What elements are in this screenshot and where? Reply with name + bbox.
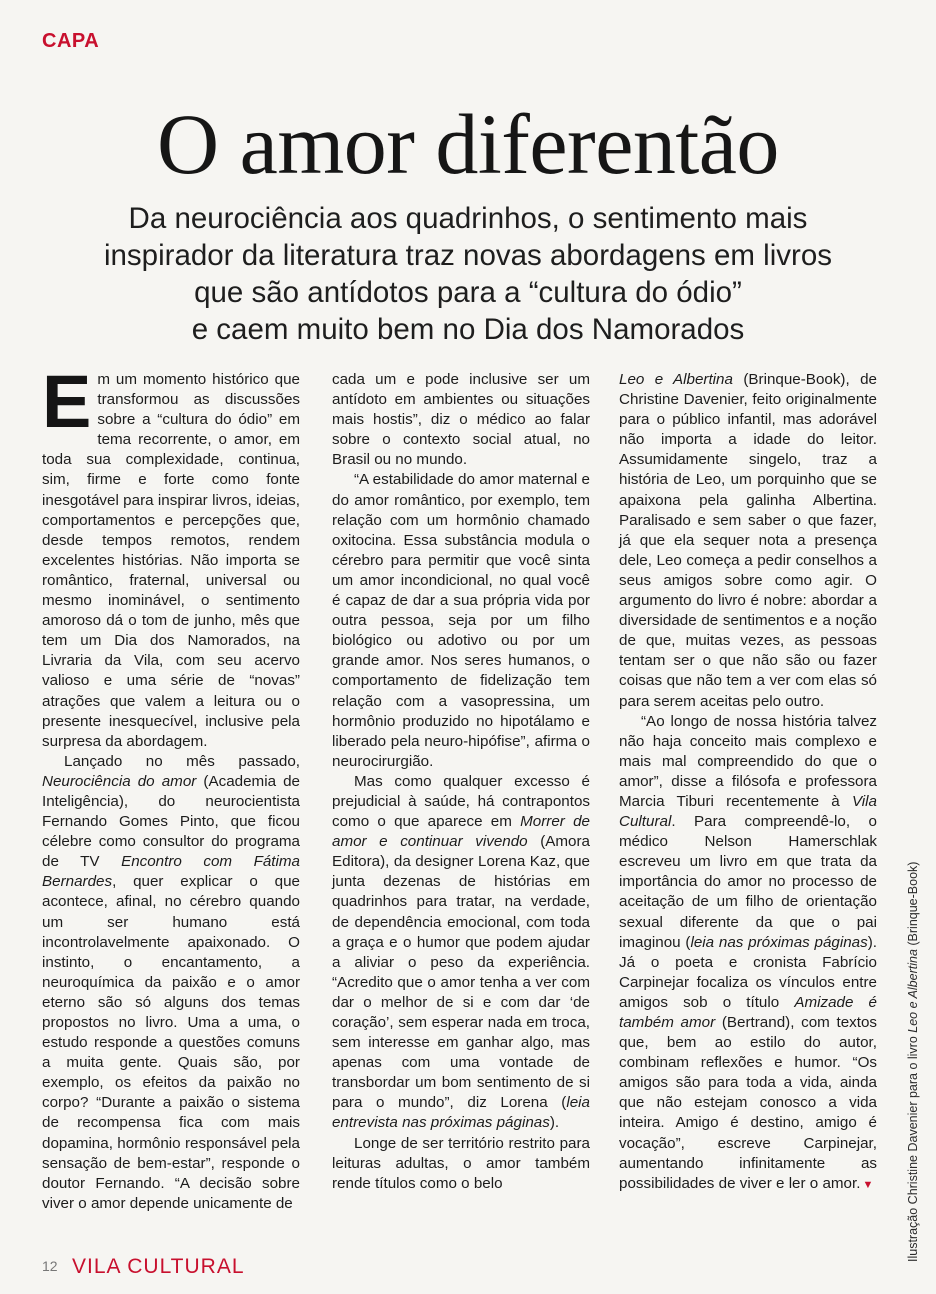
section-label: CAPA xyxy=(42,30,100,52)
paragraph: “A estabilidade do amor maternal e do amor romântico, por exemplo, tem relação com um hormônio chamado oxitocina. Essa substância modula o cérebro para permitir que você sinta um amor incondicional, no qual você é capaz de dar a sua própria vida por outra pessoa, seja por um filho biológico ou adotivo ou por um grande amor. Nos seres humanos, o comportamento de fidelização tem relação com a vasopressina, um hormônio produzido no hipotálamo e liberado pela neuro-hipófise”, afirma o neurocirurgião. xyxy=(332,471,590,770)
book-title: Morrer de amor e continuar vivendo xyxy=(332,813,590,851)
book-title: Amizade é também amor xyxy=(619,993,877,1031)
deck-line: que são antídotos para a “cultura do ódio” xyxy=(194,276,742,309)
tv-show-title: Encontro com Fátima Bernardes xyxy=(42,853,300,891)
magazine-name: VILA CULTURAL xyxy=(72,1255,245,1278)
illustration-credit: Ilustração Christine Davenier para o livro Leo e Albertina (Brinque-Book) xyxy=(906,861,920,1262)
article-column-3 xyxy=(619,370,877,1195)
paragraph: cada um e pode inclusive ser um antídoto em ambientes ou situações mais hostis”, diz o médico ao falar sobre o contexto social atual, no Brasil ou no mundo. xyxy=(332,371,590,469)
article-column-2 xyxy=(332,370,590,1194)
end-mark-icon: ▼ xyxy=(862,1178,874,1191)
page-number: 12 xyxy=(42,1258,58,1274)
page-footer xyxy=(42,1255,245,1279)
drop-cap: E xyxy=(42,360,92,443)
magazine-title: Vila Cultural xyxy=(619,792,877,831)
paragraph: Lançado no mês passado, Neurociência do amor (Academia de Inteligência), do neurocientista Fernando Gomes Pinto, que ficou célebre como consultor do programa de TV Encontro com Fátima Bernardes, quer explicar o que acontece, afinal, no cérebro quando um ser humano está incontrolavelmente apaixonado. O instinto, o encantamento, a neuroquímica da paixão e o amor eterno são só alguns dos temas propostos no livro. Uma a uma, o estudo responde a questões comuns a muita gente. Quais são, por exemplo, os efeitos da paixão no corpo? “Durante a paixão o sistema de recompensa fica com mais dopamina, hormônio responsável pela sensação de bem-estar”, responde o doutor Fernando. “A decisão sobre viver o amor depende unicamente de xyxy=(42,752,300,1212)
book-title: Neurociência do amor xyxy=(42,772,197,790)
deck-line: e caem muito bem no Dia dos Namorados xyxy=(191,313,745,346)
paragraph: Leo e Albertina (Brinque-Book), de Christine Davenier, feito originalmente para o público infantil, mas adorável não importa a idade do leitor. Assumidamente singelo, traz a história de Leo, um porquinho que se apaixona pela galinha Albertina. Paralisado e sem saber o que fazer, já que ela sequer nota a presença dele, Leo começa a pedir conselhos a seus amigos sobre como agir. O argumento do livro é nobre: abordar a diversidade de sentimentos e a noção de que, muitas vezes, as pessoas tentam ser o que não são ou fazer coisas que não tem a ver com elas só para serem aceitas pelo outro. xyxy=(619,371,877,710)
deck xyxy=(20,200,916,348)
deck-line: inspirador da literatura traz novas abordagens em livros xyxy=(103,239,833,272)
paragraph: Em um momento histórico que transformou as discussões sobre a “cultura do ódio” em tema recorrente, o amor, em toda sua complexidade, continua, sim, firme e forte como fonte inesgotável para inspirar livros, ideias, comportamentos e percepções que, desde tempos remotos, rendem excelentes histórias. Não importa se romântico, fraternal, universal ou mesmo inominável, o sentimento amoroso dá o tom de junho, mês que tem um Dia dos Namorados, na Livraria da Vila, com seu acervo valioso e uma série de “novas” atrações que valem a leitura ou o presente inesquecível, inclusive pela surpresa da abordagem. xyxy=(42,360,300,750)
cross-reference: leia nas próximas páginas xyxy=(690,933,868,951)
paragraph: “Ao longo de nossa história talvez não haja conceito mais complexo e mais mal compreendido do que o amor”, disse a filósofa e professora Marcia Tiburi recentemente à Vila Cultural. Para compreendê-lo, o médico Nelson Hamerschlak escreveu um livro em que trata da importância do amor no processo de aceitação de um filho de orientação sexual diferente da que o pai imaginou (leia nas próximas páginas). Já o poeta e cronista Fabrício Carpinejar focaliza os vínculos entre amigos sob o título Amizade é também amor (Bertrand), com textos que, bem ao estilo do autor, combinam reflexões e humor. “Os amigos são para toda a vida, ainda que não estejam conosco a vida inteira. Amigo é destino, amigo é vocação”, escreve Carpinejar, aumentando infinitamente as possibilidades de viver e ler o amor. ▼ xyxy=(619,712,877,1192)
paragraph: Longe de ser território restrito para leituras adultas, o amor também rende títulos como o belo xyxy=(332,1134,590,1192)
book-title: Leo e Albertina xyxy=(619,371,733,388)
paragraph: Mas como qualquer excesso é prejudicial à saúde, há contrapontos como o que aparece em Morrer de amor e continuar vivendo (Amora Editora), da designer Lorena Kaz, que junta dezenas de histórias em quadrinhos para tratar, na verdade, de dependência emocional, com toda a graça e o humor que podem ajudar a aliviar o peso da experiência. “Acredito que o amor tenha a ver com dar o melhor de si e com dar ‘de coração’, sem esperar nada em troca, sem interesse em ganhar algo, mas apenas com uma vontade de transbordar um bom sentimento de si para o mundo”, diz Lorena (leia entrevista nas próximas páginas). xyxy=(332,772,590,1132)
article-column-1 xyxy=(42,360,300,1214)
cross-reference: leia entrevista nas próximas páginas xyxy=(332,1094,590,1132)
deck-line: Da neurociência aos quadrinhos, o sentimento mais xyxy=(128,202,808,235)
headline: O amor diferentão xyxy=(157,96,779,192)
